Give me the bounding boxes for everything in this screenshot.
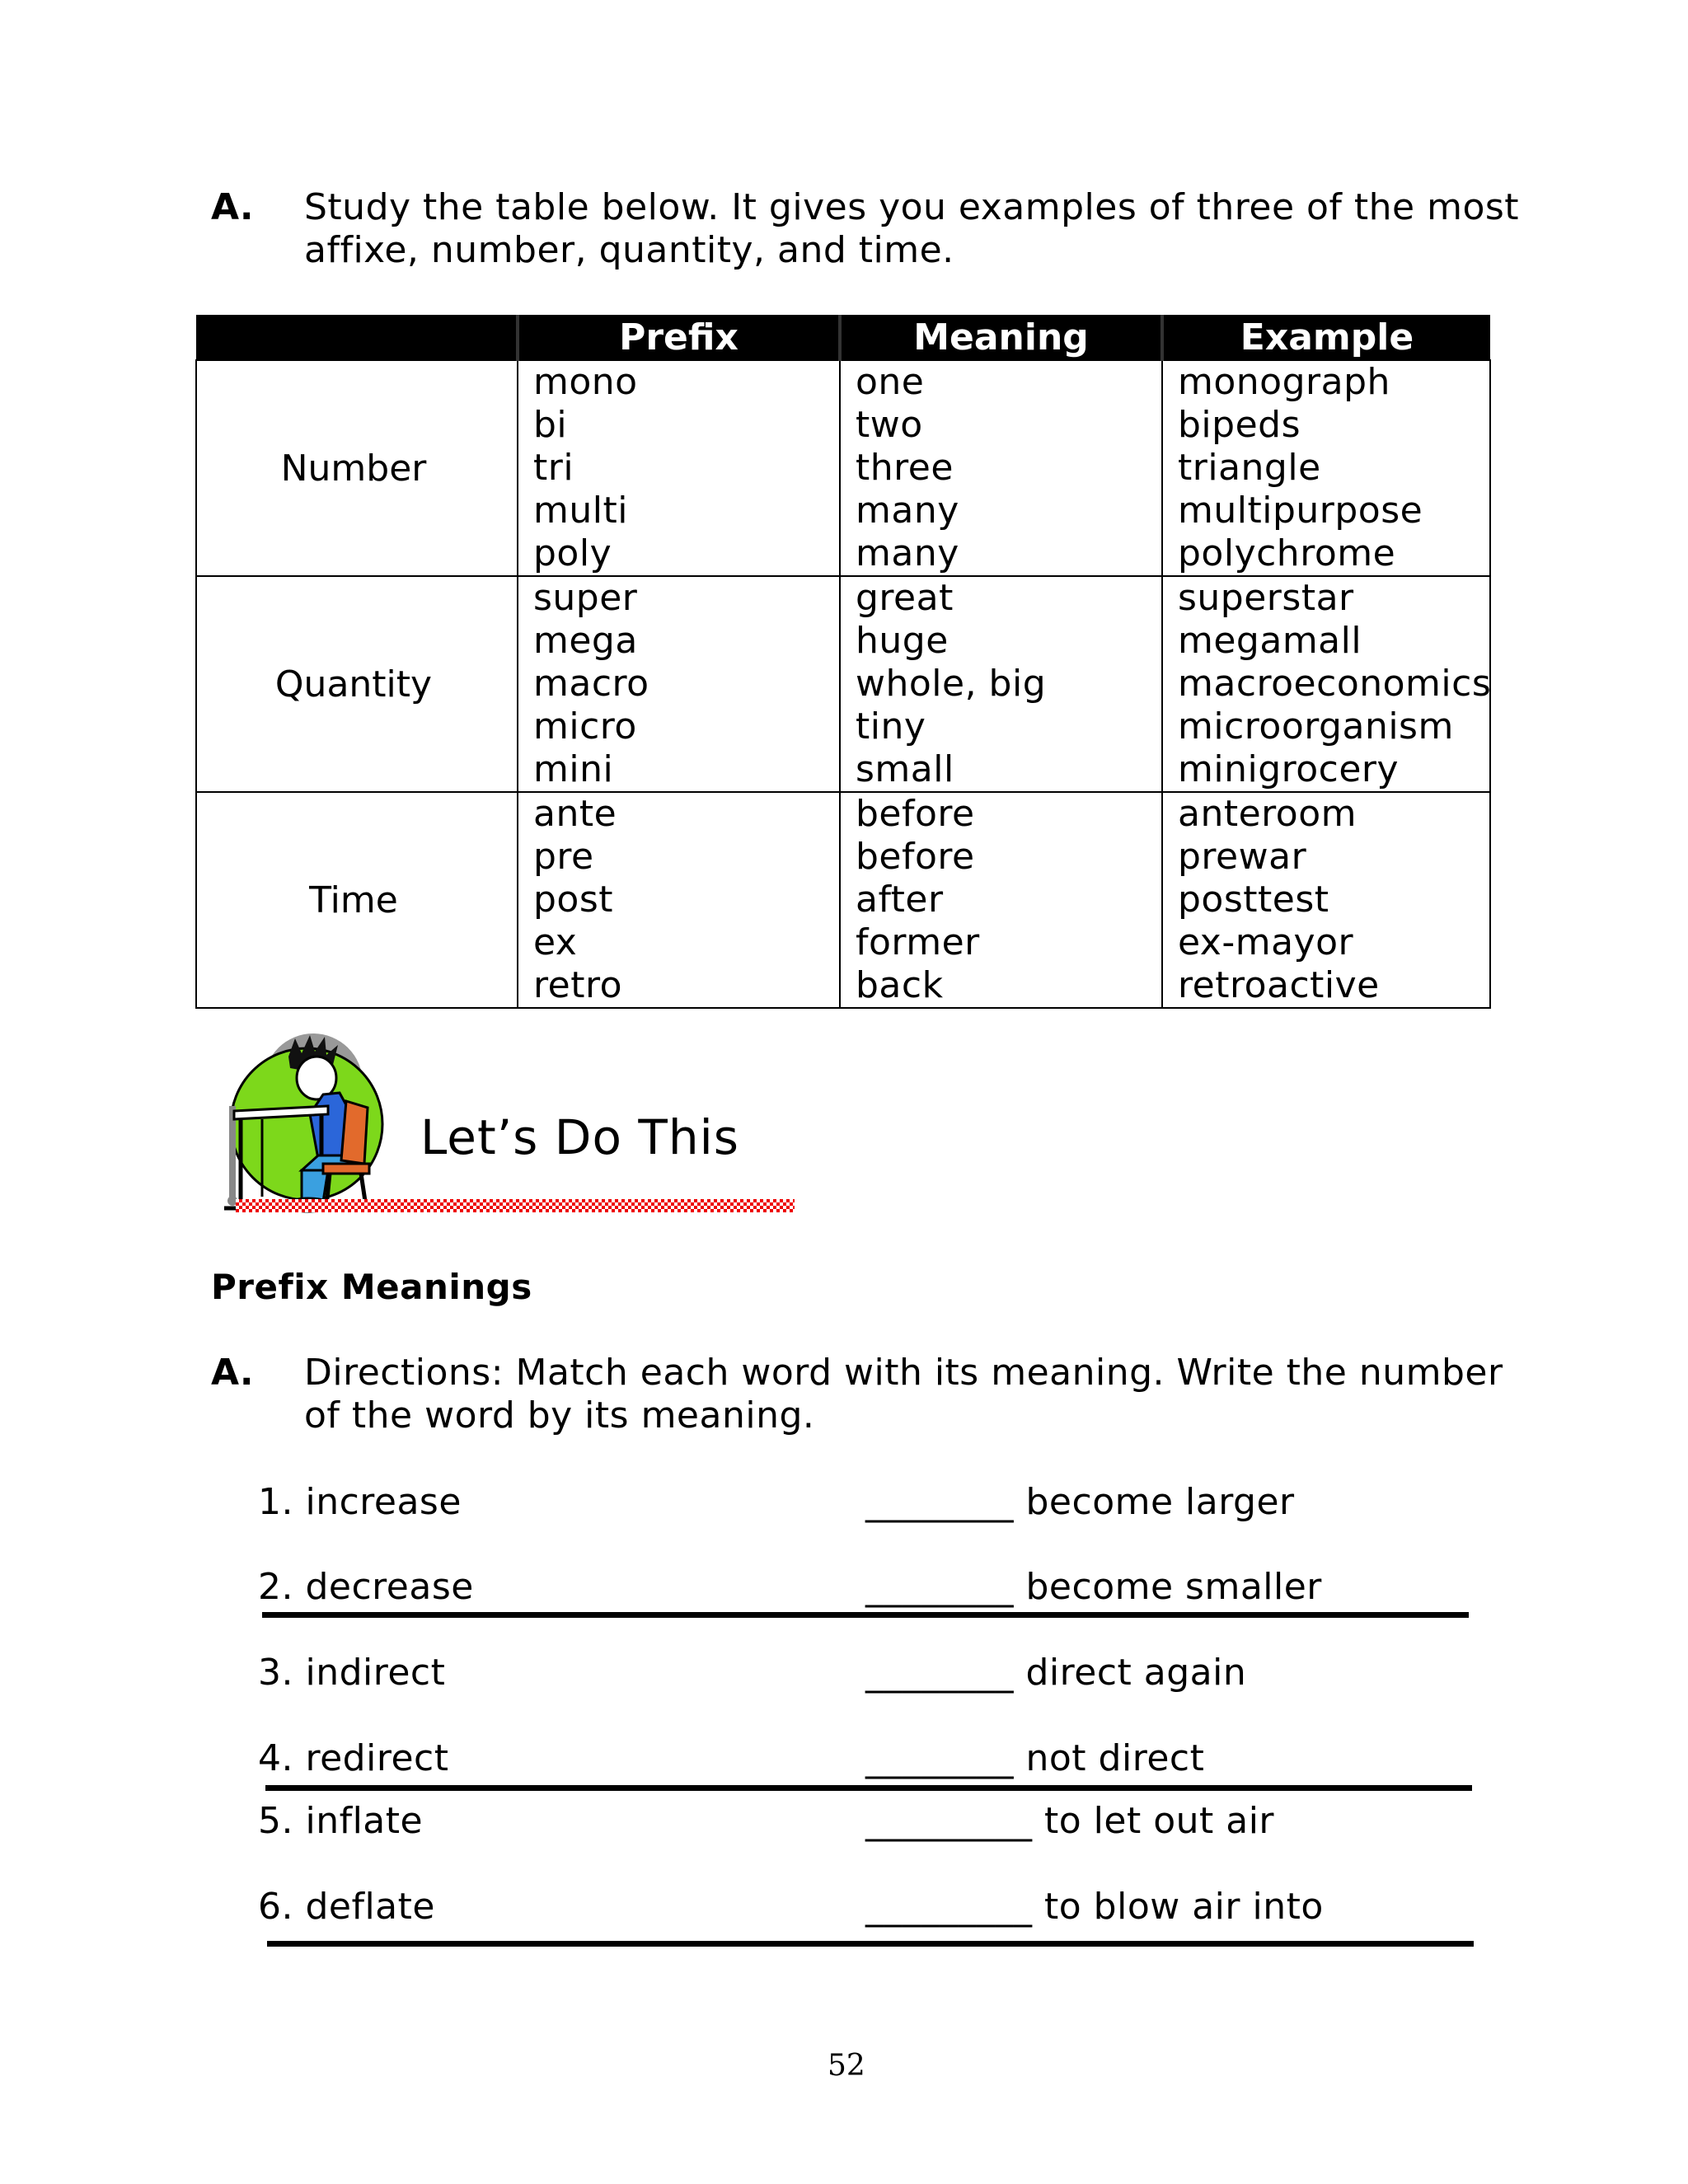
answer-blank[interactable]: _________ [865, 1800, 1033, 1842]
exercise-answer [865, 1566, 1322, 1608]
example-cell [1162, 576, 1490, 792]
prefix-table [195, 315, 1491, 1009]
prefix-item: macro [533, 663, 649, 705]
example-item: posttest [1178, 879, 1329, 921]
prefix-item: post [533, 879, 614, 921]
meaning-item: three [856, 447, 954, 489]
prefix-item: mini [533, 748, 614, 790]
prefix-item: ante [533, 793, 617, 835]
example-item: anteroom [1178, 793, 1357, 835]
answer-blank[interactable]: ________ [865, 1481, 1014, 1523]
meaning-item: one [856, 361, 925, 403]
meaning-cell [840, 576, 1162, 792]
table-row [196, 360, 1490, 576]
directions-line2: of the word by its meaning. [304, 1394, 815, 1436]
exercise-meaning: to blow air into [1044, 1886, 1324, 1928]
exercise-answer [865, 1800, 1274, 1842]
lets-do-this-title: Let’s Do This [420, 1109, 739, 1165]
exercise-meaning: become larger [1025, 1481, 1295, 1523]
exercise-meaning: not direct [1025, 1737, 1205, 1779]
prefix-item: multi [533, 490, 628, 532]
prefix-item: bi [533, 404, 568, 446]
example-item: macroeconomics [1178, 663, 1492, 705]
meaning-item: after [856, 879, 944, 921]
example-item: ex-mayor [1178, 921, 1354, 963]
meaning-item: tiny [856, 705, 926, 748]
student-writing-icon [216, 1032, 406, 1221]
meaning-item: two [856, 404, 923, 446]
category-cell: Time [196, 792, 518, 1008]
header-meaning: Meaning [840, 315, 1162, 360]
header-prefix: Prefix [518, 315, 840, 360]
meaning-item: whole, big [856, 663, 1047, 705]
exercise-answer [865, 1886, 1324, 1928]
divider-rule-1 [262, 1612, 1469, 1618]
meaning-item: before [856, 793, 975, 835]
answer-blank[interactable]: ________ [865, 1737, 1014, 1779]
section-a-text-line1: Study the table below. It gives you examples of three of the most [304, 186, 1520, 228]
exercise-word: 5. inflate [258, 1800, 424, 1842]
example-item: multipurpose [1178, 490, 1423, 532]
prefix-item: retro [533, 964, 622, 1006]
example-item: monograph [1178, 361, 1390, 403]
exercise-word: 4. redirect [258, 1737, 449, 1779]
prefix-cell [518, 792, 840, 1008]
prefix-item: super [533, 577, 638, 619]
prefix-item: micro [533, 705, 637, 748]
table-row [196, 792, 1490, 1008]
prefix-cell [518, 360, 840, 576]
category-cell: Quantity [196, 576, 518, 792]
exercise-word: 3. indirect [258, 1652, 446, 1694]
header-category [196, 315, 518, 360]
example-item: prewar [1178, 836, 1307, 878]
example-item: microorganism [1178, 705, 1454, 748]
meaning-item: back [856, 964, 944, 1006]
exercise-answer [865, 1737, 1204, 1779]
prefix-item: ex [533, 921, 578, 963]
table-row [196, 576, 1490, 792]
meaning-cell [840, 792, 1162, 1008]
meaning-item: small [856, 748, 954, 790]
meaning-item: before [856, 836, 975, 878]
meaning-cell [840, 360, 1162, 576]
exercise-meaning: direct again [1025, 1652, 1247, 1694]
page-number: 52 [828, 2049, 865, 2083]
example-item: polychrome [1178, 532, 1396, 574]
example-cell [1162, 360, 1490, 576]
exercise-meaning: become smaller [1025, 1566, 1322, 1608]
prefix-item: tri [533, 447, 574, 489]
directions-line1: Directions: Match each word with its meaning. Write the number [304, 1352, 1503, 1394]
exercise-answer [865, 1652, 1246, 1694]
meaning-item: huge [856, 620, 949, 662]
divider-rule-3 [267, 1941, 1474, 1947]
answer-blank[interactable]: ________ [865, 1566, 1014, 1608]
prefix-item: mega [533, 620, 638, 662]
example-item: triangle [1178, 447, 1321, 489]
exercise-word: 6. deflate [258, 1886, 435, 1928]
meaning-item: many [856, 490, 959, 532]
header-example: Example [1162, 315, 1490, 360]
prefix-item: poly [533, 532, 612, 574]
section-a-letter: A. [211, 186, 254, 228]
exercise-meaning: to let out air [1044, 1800, 1275, 1842]
category-cell: Number [196, 360, 518, 576]
prefix-item: pre [533, 836, 594, 878]
table-header-row [196, 315, 1490, 360]
exercise-word: 1. increase [258, 1481, 462, 1523]
checkered-divider [236, 1199, 795, 1212]
prefix-cell [518, 576, 840, 792]
example-item: minigrocery [1178, 748, 1400, 790]
prefix-meanings-heading: Prefix Meanings [211, 1267, 532, 1307]
divider-rule-2 [265, 1785, 1472, 1791]
example-cell [1162, 792, 1490, 1008]
exercise-answer [865, 1481, 1295, 1523]
exercise-a-letter: A. [211, 1352, 254, 1394]
prefix-item: mono [533, 361, 638, 403]
answer-blank[interactable]: ________ [865, 1652, 1014, 1694]
example-item: megamall [1178, 620, 1362, 662]
example-item: bipeds [1178, 404, 1301, 446]
exercise-word: 2. decrease [258, 1566, 474, 1608]
example-item: retroactive [1178, 964, 1380, 1006]
section-a-text-line2: affixe, number, quantity, and time. [304, 229, 954, 271]
meaning-item: former [856, 921, 980, 963]
answer-blank[interactable]: _________ [865, 1886, 1033, 1928]
example-item: superstar [1178, 577, 1354, 619]
meaning-item: many [856, 532, 959, 574]
meaning-item: great [856, 577, 954, 619]
